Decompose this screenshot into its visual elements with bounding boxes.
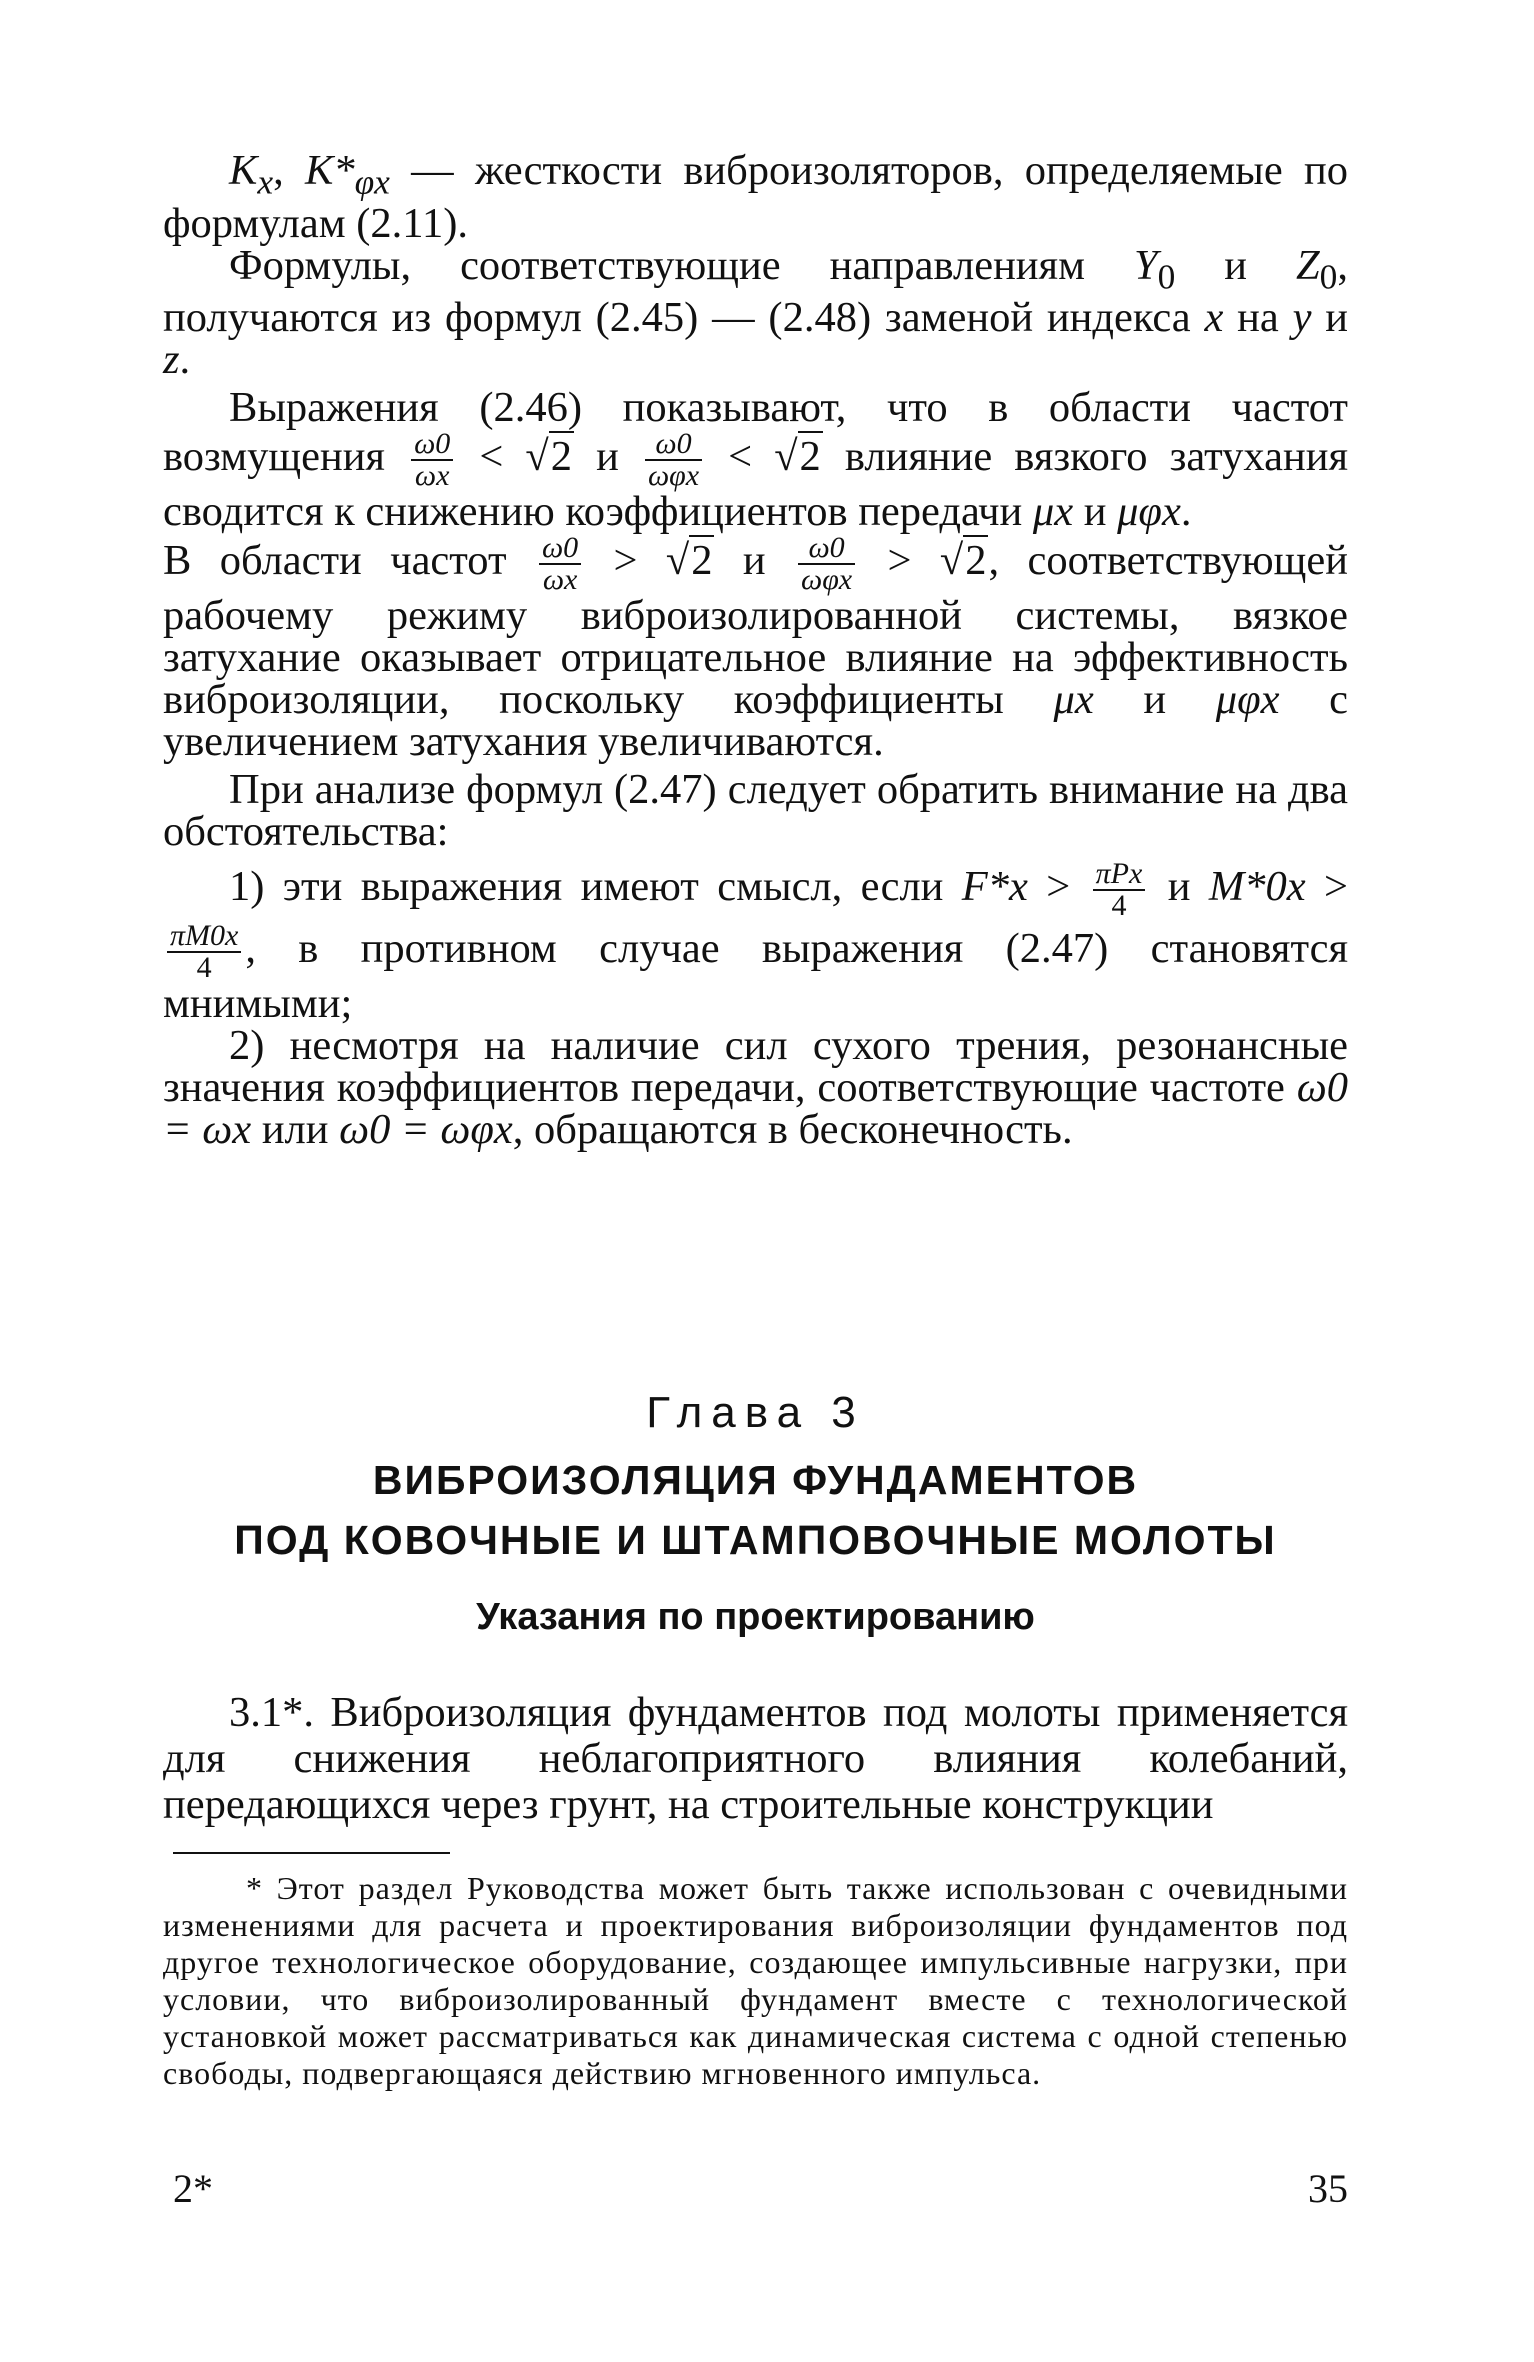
list-item-2: 2) несмотря на наличие сил сухого трения, резонансные значения коэффициентов передачи, соответствующие частоте ω0 = ωx или ω0 = ωφx, обращаются в бесконечность.	[163, 1022, 1348, 1153]
sqrt-two: √2	[665, 536, 713, 584]
footnote-divider	[173, 1852, 450, 1854]
signature-mark: 2*	[173, 2166, 213, 2211]
footnote	[163, 1870, 1348, 2092]
paragraph-3-1: 3.1*. Виброизоляция фундаментов под молоты применяется для снижения неблагоприятного влияния колебаний, передающихся через грунт, на строительные конструкции	[163, 1689, 1348, 1828]
page-number: 35	[1308, 2166, 1348, 2211]
paragraph-viscous-damping: Выражения (2.46) показывают, что в области частот возмущения $\frac{\omega 0}{\omega x}$ < √2 и $\frac{\omega 0}{\text{ωφx}}$ < √2 влияние вязкого затухания сводится к снижению коэффициентов передачи μx и μφx.	[163, 384, 1349, 535]
chapter-title-line-1: ВИБРОИЗОЛЯЦИЯ ФУНДАМЕНТОВ	[372, 1457, 1139, 1503]
paragraph-working-regime: В области частот $\frac{\omega 0}{\omega x}$ > √2 и $\frac{\omega 0}{\text{ωφx}}$ > √2, соответствующей рабочему режиму виброизолированной системы, вязкое затухание оказывает отрицательное влияние на эффективность виброизоляции, поскольку коэффициенты μx и μφx с увеличением затухания увеличиваются.	[163, 531, 1348, 765]
fraction-omega0-omegax: $\frac{\omega 0}{\omega x}$	[539, 533, 581, 595]
paragraph-two-circumstances: При анализе формул (2.47) следует обратить внимание на два обстоятельства:	[163, 766, 1348, 855]
list-item-1: 1) эти выражения имеют смысл, если F*x > $\frac{\text{πPx}}{4}$ и M*0x > $\frac{\pi M0x}{4}$ , в противном случае выражения (2.47) становятся мнимыми;	[163, 857, 1349, 1027]
fraction-omega0-omegax: $\frac{\omega 0}{\omega x}$	[411, 429, 453, 491]
chapter-title	[163, 1450, 1348, 1570]
sqrt-two: √2	[525, 432, 572, 480]
sqrt-two: √2	[939, 536, 987, 584]
fraction-pi-m0x-over-4: $\frac{\pi M0x}{4}$	[167, 921, 241, 983]
fraction-omega0-omegaphix: $\frac{\omega 0}{\text{ωφx}}$	[798, 533, 855, 595]
section-subtitle: Указания по проектированию	[476, 1596, 1035, 1638]
fraction-pi-px-over-4: $\frac{\text{πPx}}{4}$	[1093, 859, 1146, 921]
main-text	[163, 147, 1349, 1153]
footnote-text: * Этот раздел Руководства может быть также использован с очевидными изменениями для расчета и проектирования виброизоляции фундаментов под другое технологическое оборудование, создающее импульсивные нагрузки, при условии, что виброизолированный фундамент вместе с технологической установкой может рассматриваться как динамическая система с одной степенью свободы, подвергающаяся действию мгновенного импульса.	[163, 1870, 1348, 2091]
chapter-title-line-2: ПОД КОВОЧНЫЕ И ШТАМПОВОЧНЫЕ МОЛОТЫ	[234, 1517, 1277, 1563]
chapter-label: Глава 3	[646, 1388, 865, 1437]
section-text	[163, 1690, 1348, 1828]
paragraph-stiffness: $K_x$, $K*_{\varphi x}$ — жесткости виброизоляторов, определяемые по формулам (2.11).	[163, 147, 1348, 247]
paragraph-directions: Формулы, соответствующие направлениям $Y_0$ и $Z_0$, получаются из формул (2.45) — (2.48) заменой индекса x на y и z.	[163, 241, 1348, 383]
fraction-omega0-omegaphix: $\frac{\omega 0}{\text{ωφx}}$	[645, 429, 702, 491]
sqrt-two: √2	[774, 432, 821, 480]
